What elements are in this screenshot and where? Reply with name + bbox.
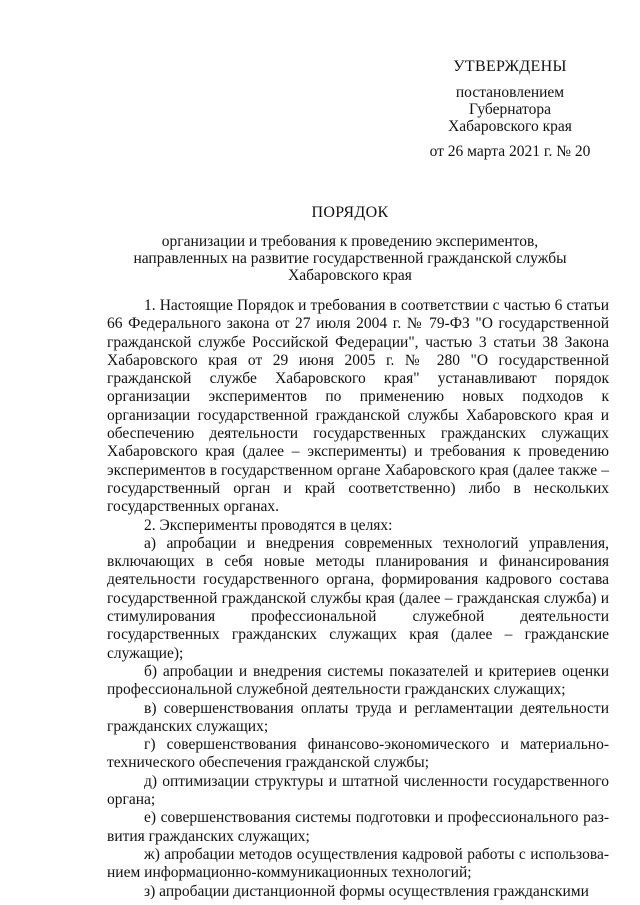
paragraph-1: 1. Настоящие Порядок и требования в соответствии с частью 6 статьи 66 Федерального закона от 27 июля 2004 г. № 79-ФЗ "О государственной гражданской службе Российской Федерации", частью 3 статьи 38 Закона Хабаровского края от 29 июня 2005 г. № 280 "О государственной гражданской службе Хабаровского края" устанавливают порядок организации экспериментов по применению новых подходов к организации государственной гражданской службы Хабаровского края и обеспечению деятельности государственных гражданских служащих Хабаровского края (далее – эксперименты) и требования к проведению экспериментов в государственном органе Хабаровского края (далее также – государственный орган и край соответственно) либо в нескольких государственных органах. xyxy=(107,297,609,516)
item-b: б) апробации и внедрения системы показателей и критериев оценки профессиональной служебной деятельности гражданских служащих; xyxy=(107,662,609,699)
paragraph-2: 2. Эксперименты проводятся в целях: xyxy=(144,516,393,534)
item-a: а) апробации и внедрения современных технологий управления, включающих в себя новые методы планирования и финансирования деятельности государственного органа, формирования кадрового состава государственной гражданской службы края (далее – гражданская служба) и стимулирования профессиональной служебной деятельности государственных гражданских служащих края (далее – гражданские служащие); xyxy=(107,534,609,662)
document-subtitle-line: организации и требования к проведению экспериментов, xyxy=(161,233,539,250)
item-v: в) совершенствования оплаты труда и регламентации деятельности гражданских служащих; xyxy=(107,699,609,735)
approval-line: постановлением xyxy=(455,84,565,101)
approval-date: от 26 марта 2021 г. № 20 xyxy=(429,143,591,160)
approval-line: Хабаровского края xyxy=(448,118,572,135)
item-z: з) апробации дистанционной формы осуществления гражданскими xyxy=(144,882,589,900)
item-g: г) совершенствования финансово-экономического и материально-технического обеспечения гражданской службы; xyxy=(107,736,609,772)
document-subtitle-line: направленных на развитие государственной гражданской службы xyxy=(133,250,567,267)
document-title: ПОРЯДОК xyxy=(311,204,389,221)
document-subtitle-line: Хабаровского края xyxy=(288,267,412,284)
item-zh: ж) апробации методов осуществления кадровой работы с использованием информационно-коммуникационных технологий; xyxy=(107,845,609,882)
item-d: д) оптимизации структуры и штатной численности государственного органа; xyxy=(107,772,609,809)
document-title-block xyxy=(100,204,600,284)
approval-line: Губернатора xyxy=(469,101,551,118)
item-e: е) совершенствования системы подготовки и профессионального развития гражданских служащих; xyxy=(107,809,609,845)
document-body xyxy=(107,297,609,901)
approval-stamp xyxy=(400,58,620,160)
approval-heading: УТВЕРЖДЕНЫ xyxy=(453,58,567,75)
